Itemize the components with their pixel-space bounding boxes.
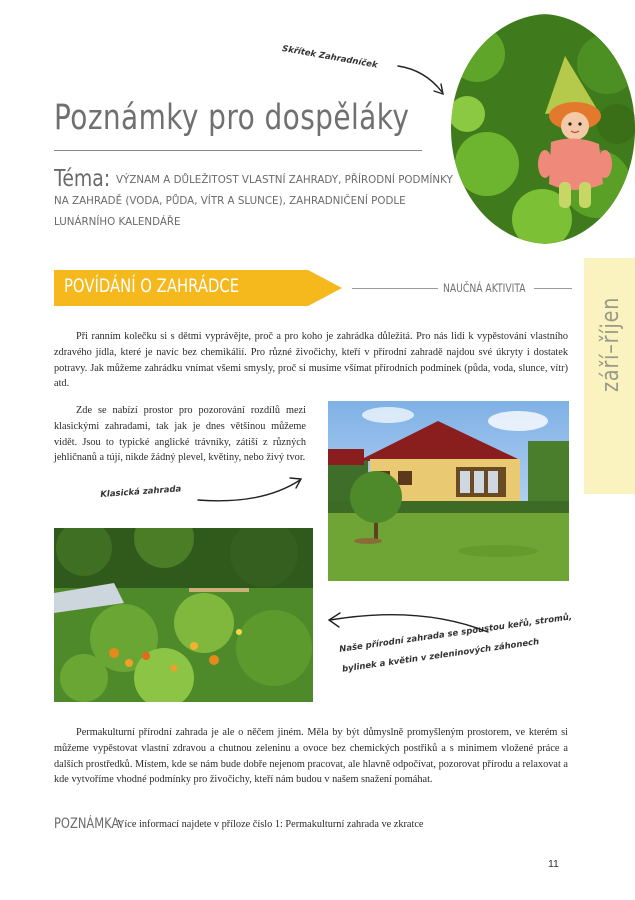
natural-caption-arrowhead xyxy=(329,613,340,627)
gnome-caption: Skřítek Zahradníček xyxy=(281,44,379,71)
intro-paragraph: Při ranním kolečku si s dětmi vyprávějte, proč a pro koho je zahrádka důležitá. Pro nás lidi k vypěstování vlastního zdravého jídla, které je navíc bez chemikálií. Pro různé živočichy, kteří v přírodní zahradě najdou své úkryty i dostatek potravy. Jak můžeme zahrádku vnímat všemi smysly, proč si musíme všímat přírodních podmínek (půda, voda, slunce, vítr) atd. xyxy=(54,331,568,390)
section-banner xyxy=(54,268,344,308)
classic-garden-photo xyxy=(328,401,569,581)
page-number: 11 xyxy=(548,858,559,870)
classic-garden-paragraph: Zde se nabízí prostor pro pozorování rozdílů mezi klasickými zahradami, tak jak je dnes většinou můžeme vidět. Jsou to typické anglické trávníky, zátiší z různých jehličnanů a tújí, nikde žádný plevel, květiny, nebo živý tvor. xyxy=(54,405,306,464)
natural-garden-caption: Naše přírodní zahrada se spoustou keřů, stromů, bylinek a květin v zeleninových záhonech xyxy=(338,612,573,675)
classic-garden-caption: Klasická zahrada xyxy=(100,484,182,500)
title-divider xyxy=(54,150,422,151)
gnome-caption-arrow xyxy=(398,66,442,92)
month-side-tab xyxy=(584,258,635,494)
classic-caption-arrowhead xyxy=(290,478,301,488)
note-text: Více informací najdete v příloze číslo 1: Permakulturní zahrada ve zkratce xyxy=(117,819,424,830)
classic-caption-arrow xyxy=(198,480,300,501)
activity-rule-right xyxy=(534,288,572,289)
section-banner-title: POVÍDÁNÍ O ZAHRÁDCE xyxy=(64,275,240,297)
natural-garden-photo xyxy=(54,528,313,702)
gnome-caption-arrowhead xyxy=(434,84,443,94)
gnome-photo xyxy=(447,14,635,244)
permaculture-paragraph: Permakulturní přírodní zahrada je ale o něčem jiném. Měla by být důmyslně promyšleným prostorem, ve kterém si můžeme vypěstovat vlastní zdravou a chutnou zeleninu a ovoce bez chemických postřiků a s minimem vložené práce a dalších prostředků. Místem, kde se nám bude dobře nejenom pracovat, ale hlavně odpočívat, pozorovat přírodu a relaxovat a kde vytvoříme vhodné podmínky pro živočichy, kteří nám budou v našem snažení pomáhat. xyxy=(54,727,568,786)
activity-rule-left xyxy=(352,288,438,289)
topic-text: VÝZNAM A DŮLEŽITOST VLASTNÍ ZAHRADY, PŘÍRODNÍ PODMÍNKY NA ZAHRADĚ (VODA, PŮDA, VÍTR A SLUNCE), ZAHRADNIČENÍ PODLE LUNÁRNÍHO KALENDÁŘE xyxy=(54,174,453,228)
month-side-tab-label: září–říjen xyxy=(596,296,624,392)
activity-type-label: NAUČNÁ AKTIVITA xyxy=(443,281,526,295)
topic-label: Téma: xyxy=(54,166,111,192)
page-title: Poznámky pro dospěláky xyxy=(54,98,410,138)
note-label: POZNÁMKA: xyxy=(54,816,124,832)
